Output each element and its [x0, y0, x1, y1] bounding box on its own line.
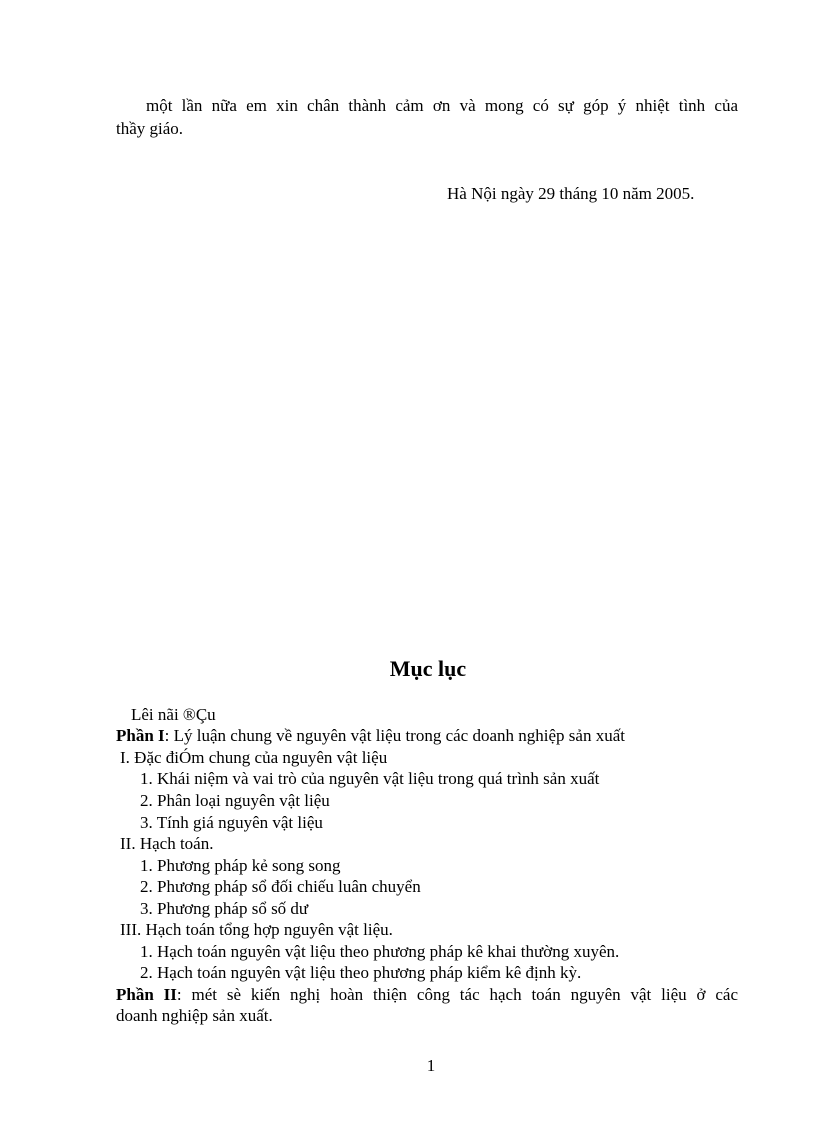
part-2-text: : mét sè kiến nghị hoàn thiện công tác hạch toán nguyên vật liệu ở các	[176, 985, 738, 1004]
toc-item: 1. Phương pháp kẻ song song	[140, 856, 341, 875]
part-2-label: Phần II	[116, 985, 177, 1004]
toc-item: II. Hạch toán.	[120, 834, 214, 853]
toc-item: 1. Hạch toán nguyên vật liệu theo phương pháp kê khai thường xuyên.	[140, 942, 620, 961]
toc-item: 2. Hạch toán nguyên vật liệu theo phương pháp kiểm kê định kỳ.	[140, 963, 582, 982]
toc-item: 3. Tính giá nguyên vật liệu	[140, 813, 323, 832]
toc-item: III. Hạch toán tổng hợp nguyên vật liệu.	[120, 920, 393, 939]
date-place: Hà Nội ngày 29 tháng 10 năm 2005.	[447, 184, 695, 203]
toc-item: I. Đặc điÓm chung của nguyên vật liệu	[120, 748, 388, 767]
toc-part-2-cont: doanh nghiệp sản xuất.	[116, 1006, 273, 1025]
toc-item: 3. Phương pháp sổ số dư	[140, 899, 309, 918]
page-number: 1	[426, 1056, 436, 1075]
closing-line-1: một lần nữa em xin chân thành cảm ơn và mong có sự góp ý nhiệt tình của	[146, 96, 738, 115]
closing-line-2: thầy giáo.	[116, 119, 184, 138]
part-1-label: Phần I	[116, 726, 165, 745]
toc-title: Mục lục	[389, 656, 467, 681]
toc-item: 2. Phân loại nguyên vật liệu	[140, 791, 330, 810]
toc-part-2	[116, 984, 738, 1006]
part-1-text: : Lý luận chung về nguyên vật liệu trong các doanh nghiệp sản xuất	[164, 726, 625, 745]
toc-part-1	[116, 725, 625, 747]
toc-item: 2. Phương pháp sổ đối chiếu luân chuyển	[140, 877, 421, 896]
toc-intro: Lêi nãi ®Çu	[131, 705, 216, 724]
toc-item: 1. Khái niệm và vai trò của nguyên vật liệu trong quá trình sản xuất	[140, 769, 600, 788]
